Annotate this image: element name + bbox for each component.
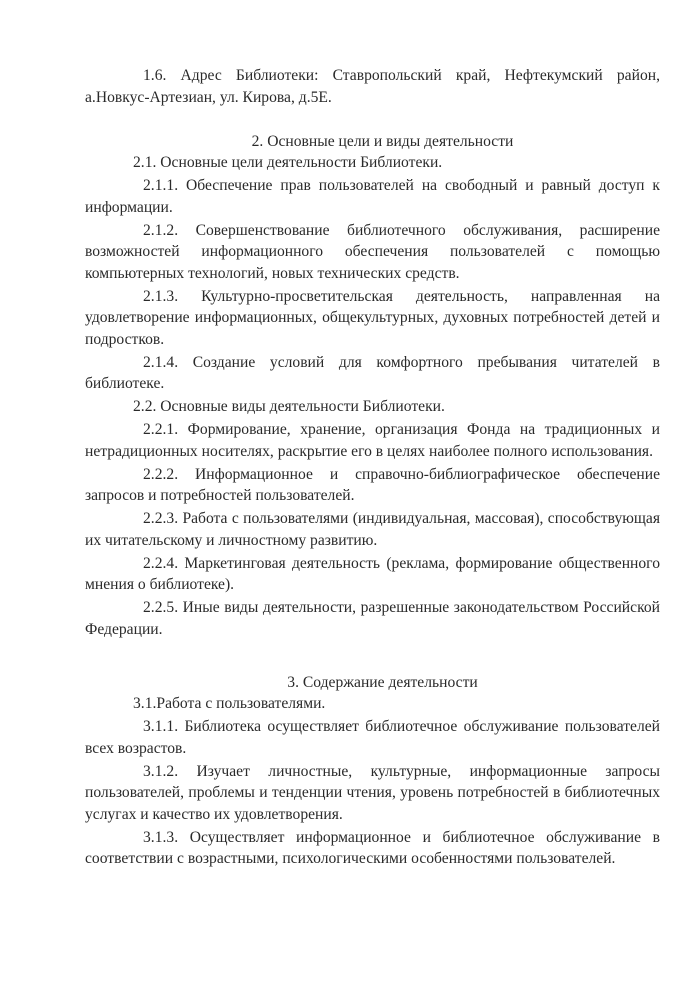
paragraph-1-6: 1.6. Адрес Библиотеки: Ставропольский край, Нефтекумский район, а.Новкус-Артезиан, ул. Кирова, д.5Е. bbox=[85, 67, 660, 106]
paragraph-3-1-3: 3.1.3. Осуществляет информационное и библиотечное обслуживание в соответствии с возрастными, психологическими особенностями пользователей. bbox=[85, 828, 660, 867]
paragraph-2-2-1: 2.2.1. Формирование, хранение, организация Фонда на традиционных и нетрадиционных носителях, раскрытие его в целях наиболее полного использования. bbox=[85, 421, 660, 460]
section-3-title: 3. Содержание деятельности bbox=[287, 673, 478, 691]
paragraph-2-1-1: 2.1.1. Обеспечение прав пользователей на свободный и равный доступ к информации. bbox=[85, 177, 660, 216]
paragraph-3-1: 3.1.Работа с пользователями. bbox=[133, 695, 326, 712]
section-2-title: 2. Основные цели и виды деятельности bbox=[251, 132, 514, 150]
spacer bbox=[85, 642, 660, 672]
spacer bbox=[85, 110, 660, 131]
paragraph-2-2: 2.2. Основные виды деятельности Библиотеки. bbox=[133, 398, 445, 415]
paragraph-2-2-5: 2.2.5. Иные виды деятельности, разрешенные законодательством Российской Федерации. bbox=[85, 599, 660, 638]
paragraph-2-2-2: 2.2.2. Информационное и справочно-библиографическое обеспечение запросов и потребностей пользователей. bbox=[85, 465, 660, 504]
paragraph-2-1: 2.1. Основные цели деятельности Библиотеки. bbox=[133, 154, 443, 171]
paragraph-2-2-3: 2.2.3. Работа с пользователями (индивидуальная, массовая), способствующая их читательскому и личностному развитию. bbox=[85, 510, 660, 549]
paragraph-2-1-4: 2.1.4. Создание условий для комфортного пребывания читателей в библиотеке. bbox=[85, 353, 660, 392]
paragraph-2-1-2: 2.1.2. Совершенствование библиотечного обслуживания, расширение возможностей информационного обеспечения пользователей с помощью компьютерных технологий, новых технических средств. bbox=[85, 221, 660, 282]
paragraph-2-1-3: 2.1.3. Культурно-просветительская деятельность, направленная на удовлетворение информационных, общекультурных, духовных потребностей детей и подростков. bbox=[85, 287, 660, 348]
paragraph-3-1-1: 3.1.1. Библиотека осуществляет библиотечное обслуживание пользователей всех возрастов. bbox=[85, 718, 660, 757]
paragraph-3-1-2: 3.1.2. Изучает личностные, культурные, информационные запросы пользователей, проблемы и тенденции чтения, уровень потребностей в библиотечных услугах и качество их удовлетворения. bbox=[85, 762, 660, 823]
paragraph-2-2-4: 2.2.4. Маркетинговая деятельность (реклама, формирование общественного мнения о библиотеке). bbox=[85, 554, 660, 593]
